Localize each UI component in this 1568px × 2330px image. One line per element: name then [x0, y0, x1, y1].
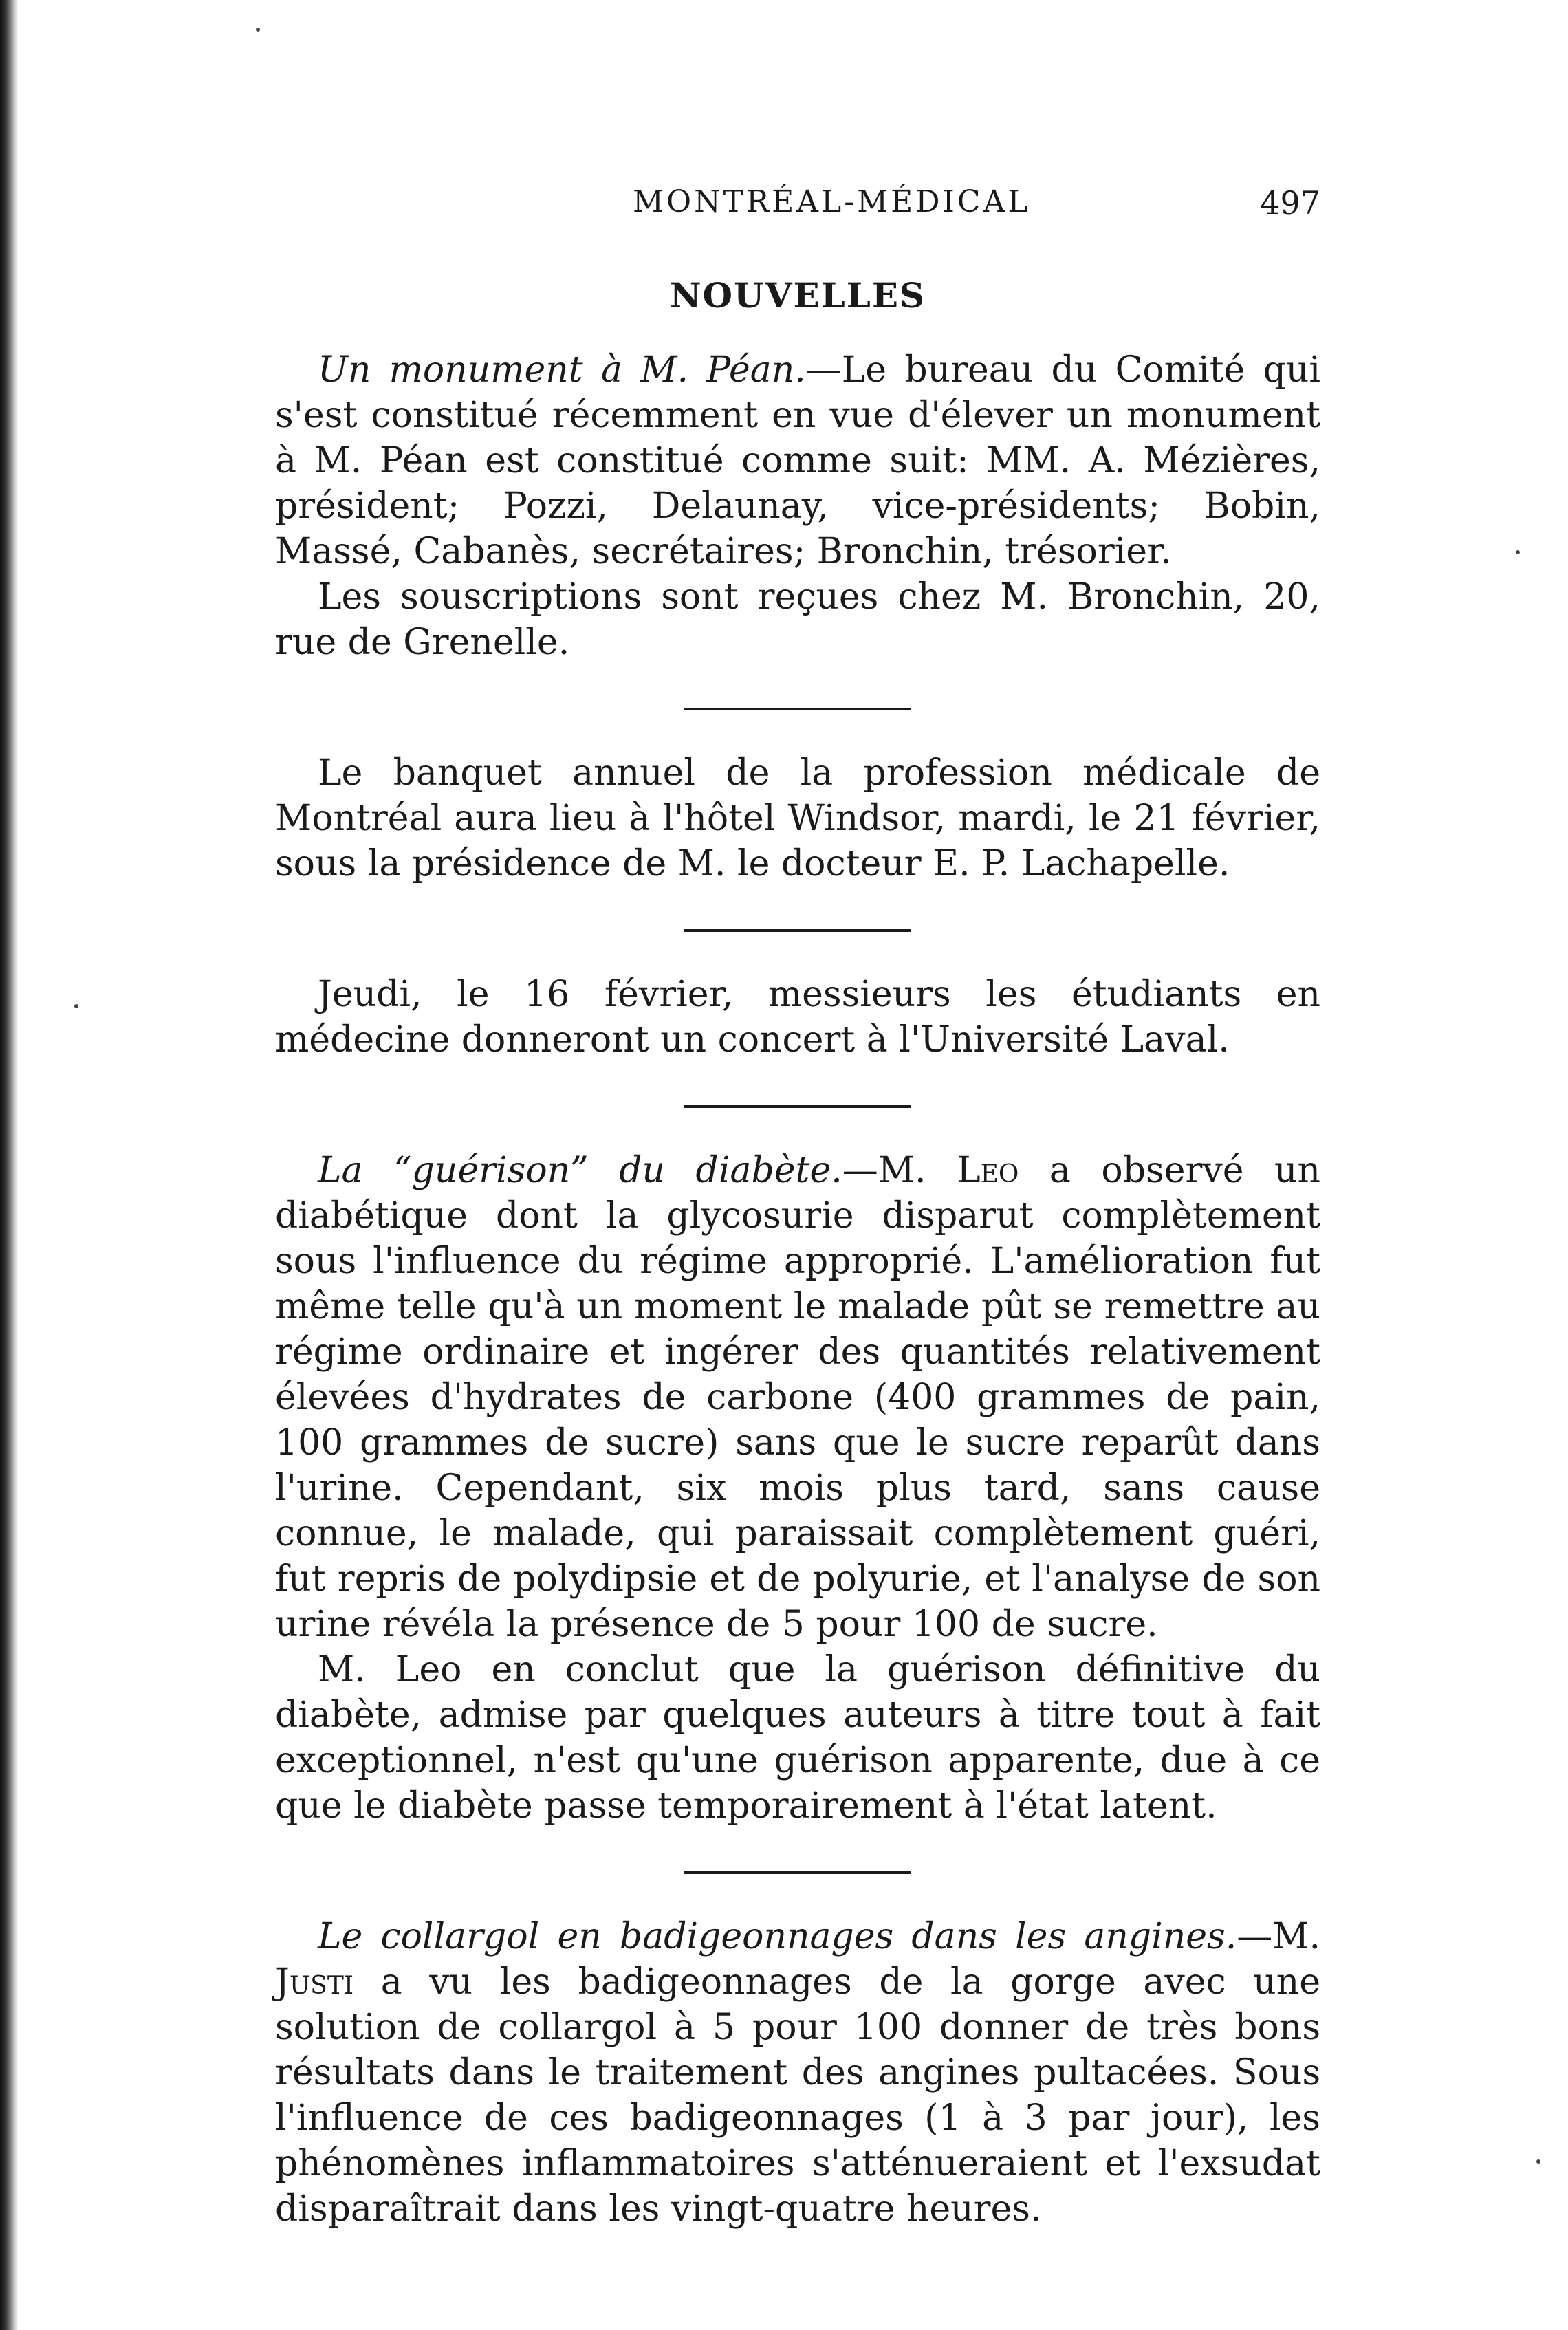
article-dash: —M.: [1237, 1916, 1320, 1957]
running-head: [275, 184, 1320, 232]
article-diabetes-conclusion: [275, 1647, 1320, 1829]
article-concert: [275, 972, 1320, 1063]
article-lead: La “guérison” du diabète.: [318, 1150, 842, 1191]
separator-rule: [684, 708, 911, 710]
section-title: NOUVELLES: [669, 275, 926, 316]
article-lead: Un monument à M. Péan.: [318, 349, 806, 391]
scan-speck: [1516, 550, 1520, 554]
author-name: Justi: [275, 1961, 354, 2003]
article-diabetes: [275, 1148, 1320, 1647]
page-number: 497: [1260, 184, 1320, 221]
running-title: MONTRÉAL-MÉDICAL: [633, 184, 1031, 219]
article-text: a vu les badigeonnages de la gorge avec une solution de collargol à 5 pour 100 donner de très bons résultats dans le traitement des angines pultacées. Sous l'influence de ces badigeonnages (1 à 3 par jour), les phénomènes inflammatoires s'atténueraient et l'exsudat disparaîtrait dans les vingt-quatre heures.: [275, 1961, 1320, 2230]
article-text: Le banquet annuel de la profession médicale de Montréal aura lieu à l'hôtel Windsor, mardi, le 21 février, sous la présidence de M. le docteur E. P. Lachapelle.: [275, 752, 1320, 884]
author-name: Leo: [957, 1150, 1019, 1191]
binding-edge: [0, 0, 18, 2330]
scan-speck: [256, 28, 260, 32]
article-text: Jeudi, le 16 février, messieurs les étudiants en médecine donneront un concert à l'Université Laval.: [275, 974, 1320, 1060]
article-text: —Le bureau du Comité qui s'est constitué récemment en vue d'élever un monument à M. Péan est constitué comme suit: MM. A. Mézières, président; Pozzi, Delaunay, vice-présidents; Bobin, Massé, Cabanès, secrétaires; Bronchin, trésorier.: [275, 349, 1320, 572]
separator-rule: [684, 929, 911, 932]
article-lead: Le collargol en badigeonnages dans les angines.: [318, 1916, 1237, 1957]
scan-speck: [1536, 2159, 1540, 2164]
article-collargol: [275, 1914, 1320, 2232]
scan-speck: [74, 1004, 78, 1008]
article-banquet: [275, 750, 1320, 886]
article-text: a observé un diabétique dont la glycosurie disparut complètement sous l'influence du régime approprié. L'amélioration fut même telle qu'à un moment le malade pût se remettre au régime ordinaire et ingérer des quantités relativement élevées d'hydrates de carbone (400 grammes de pain, 100 grammes de sucre) sans que le sucre reparût dans l'urine. Cependant, six mois plus tard, sans cause connue, le malade, qui paraissait complètement guéri, fut repris de polydipsie et de polyurie, et l'analyse de son urine révéla la présence de 5 pour 100 de sucre.: [275, 1150, 1320, 1645]
article-text: Les souscriptions sont reçues chez M. Bronchin, 20, rue de Grenelle.: [275, 576, 1320, 663]
article-pean-monument: [275, 347, 1320, 574]
article-pean-subscriptions: [275, 574, 1320, 665]
article-dash: —M.: [842, 1150, 926, 1191]
separator-rule: [684, 1105, 911, 1108]
separator-rule: [684, 1871, 911, 1874]
news-body: [275, 347, 1320, 2232]
article-text: M. Leo en conclut que la guérison définitive du diabète, admise par quelques auteurs à titre tout à fait exceptionnel, n'est qu'une guérison apparente, due à ce que le diabète passe temporairement à l'état latent.: [275, 1649, 1320, 1827]
